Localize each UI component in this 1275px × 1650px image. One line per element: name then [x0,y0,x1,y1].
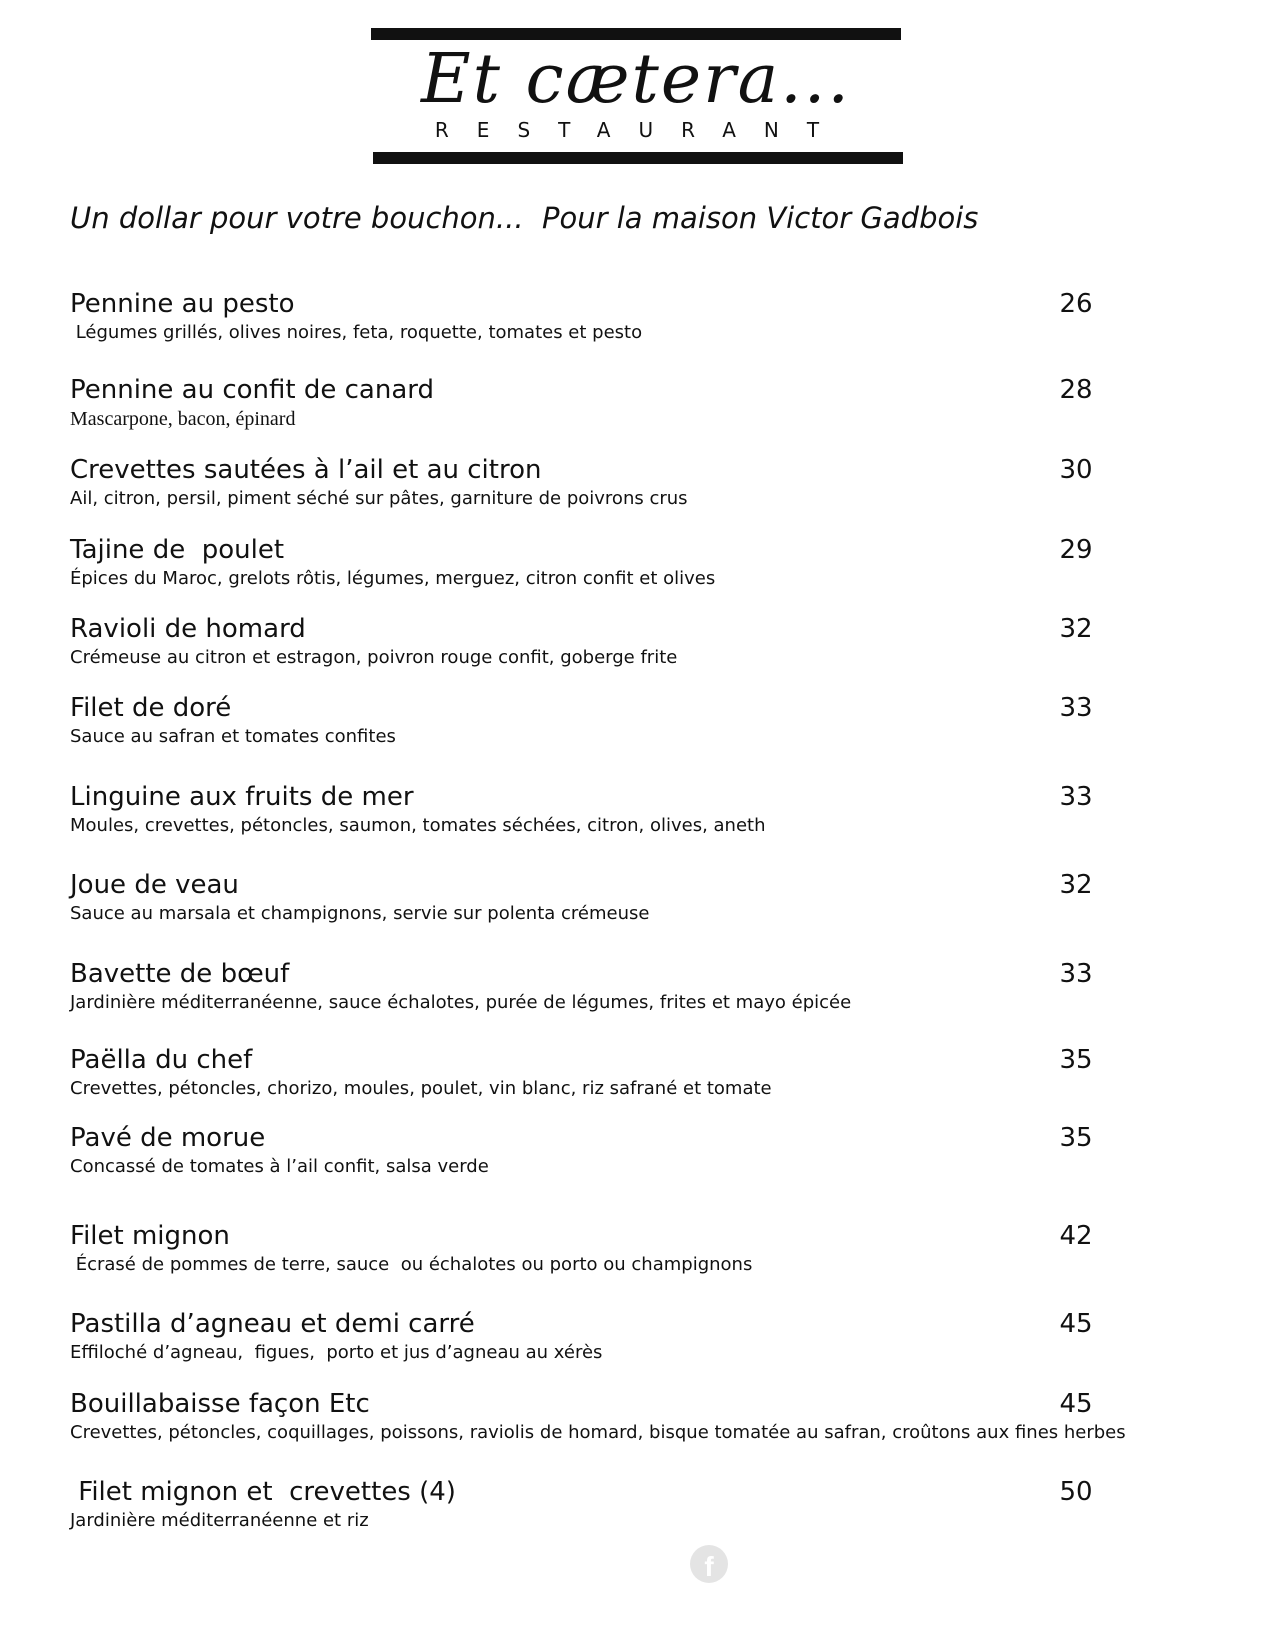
dish-name: Pennine au confit de canard [70,375,434,405]
dish-description: Effiloché d’agneau, figues, porto et jus d’agneau au xérès [70,1342,603,1363]
dish-price: 35 [1059,1045,1093,1075]
dish-price: 35 [1059,1123,1093,1153]
dish-name: Pavé de morue [70,1123,266,1153]
logo-top-bar [371,28,901,40]
dish-description: Épices du Maroc, grelots rôtis, légumes, merguez, citron confit et olives [70,568,716,589]
dish-name: Joue de veau [70,870,239,900]
dish-price: 26 [1059,289,1093,319]
dish-description: Jardinière méditerranéenne et riz [70,1510,369,1531]
menu-item [70,454,1110,512]
menu-item [70,1122,1110,1180]
dish-description: Sauce au marsala et champignons, servie sur polenta crémeuse [70,903,650,924]
dish-price: 45 [1059,1389,1093,1419]
dish-name: Bavette de bœuf [70,959,290,989]
menu-item [70,374,1110,432]
dish-name: Crevettes sautées à l’ail et au citron [70,455,542,485]
dish-description: Ail, citron, persil, piment séché sur pâtes, garniture de poivrons crus [70,488,688,509]
dish-price: 30 [1059,455,1093,485]
dish-description: Jardinière méditerranéenne, sauce échalotes, purée de légumes, frites et mayo épicée [70,992,852,1013]
menu-item [70,534,1110,592]
dish-name: Filet mignon et crevettes (4) [70,1477,456,1507]
menu-item [70,1220,1110,1278]
menu-item [70,1388,1126,1446]
dish-name: Ravioli de homard [70,614,306,644]
menu-item [70,1308,1110,1366]
dish-price: 32 [1059,614,1093,644]
dish-name: Tajine de poulet [70,535,285,565]
dish-price: 50 [1059,1477,1093,1507]
dish-description: Crevettes, pétoncles, coquillages, poissons, raviolis de homard, bisque tomatée au safran, croûtons aux fines herbes [70,1422,1126,1443]
dish-price: 45 [1059,1309,1093,1339]
dish-price: 29 [1059,535,1093,565]
menu-item [70,1044,1110,1102]
restaurant-logo [371,28,901,164]
dish-description: Moules, crevettes, pétoncles, saumon, tomates séchées, citron, olives, aneth [70,815,766,836]
menu-item [70,692,1110,750]
dish-description: Sauce au safran et tomates confites [70,726,396,747]
dish-name: Filet mignon [70,1221,230,1251]
menu-item [70,958,1110,1016]
dish-description: Crevettes, pétoncles, chorizo, moules, poulet, vin blanc, riz safrané et tomate [70,1078,772,1099]
dish-description: Concassé de tomates à l’ail confit, salsa verde [70,1156,489,1177]
dish-price: 33 [1059,782,1093,812]
dish-description: Mascarpone, bacon, épinard [70,408,296,430]
menu-item [70,1476,1110,1534]
tagline: Un dollar pour votre bouchon... Pour la maison Victor Gadbois [70,201,979,235]
dish-description: Légumes grillés, olives noires, feta, roquette, tomates et pesto [70,322,643,343]
restaurant-subtitle: RESTAURANT [434,118,848,142]
restaurant-name: Et cætera... [420,40,852,119]
dish-description: Écrasé de pommes de terre, sauce ou échalotes ou porto ou champignons [70,1254,753,1275]
dish-price: 42 [1059,1221,1093,1251]
dish-name: Bouillabaisse façon Etc [70,1389,370,1419]
dish-price: 32 [1059,870,1093,900]
menu-item [70,781,1110,839]
menu-item [70,288,1110,346]
dish-price: 33 [1059,693,1093,723]
dish-name: Filet de doré [70,693,232,723]
dish-name: Paëlla du chef [70,1045,253,1075]
dish-description: Crémeuse au citron et estragon, poivron rouge confit, goberge frite [70,647,678,668]
dish-name: Linguine aux fruits de mer [70,782,414,812]
facebook-icon[interactable]: f [690,1545,728,1583]
menu-item [70,613,1110,671]
logo-bottom-bar [373,152,903,164]
menu-item [70,869,1110,927]
dish-name: Pennine au pesto [70,289,295,319]
dish-price: 33 [1059,959,1093,989]
dish-price: 28 [1059,375,1093,405]
dish-name: Pastilla d’agneau et demi carré [70,1309,475,1339]
